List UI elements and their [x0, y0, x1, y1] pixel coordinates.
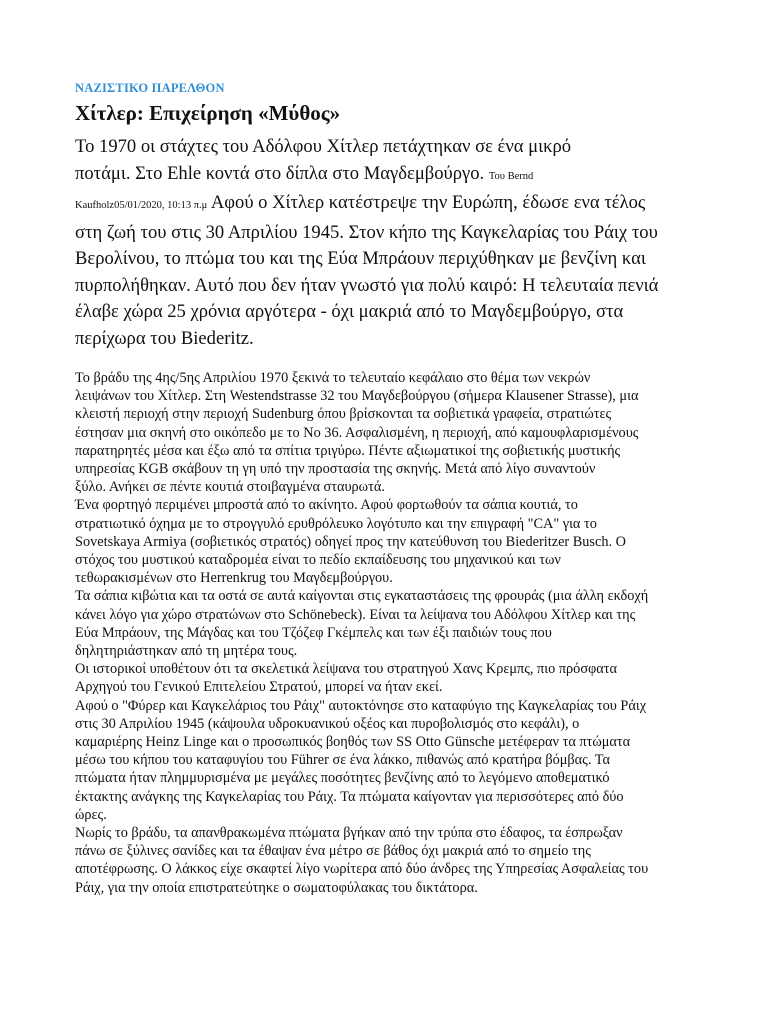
lead-line: Το 1970 οι στάχτες του Αδόλφου Χίτλερ πετάχτηκαν σε ένα μικρό [75, 136, 572, 157]
body-line: έστησαν μια σκηνή στο οικόπεδο με το Νο 36. Ασφαλισμένη, η περιοχή, από καμουφλαρισμένους [75, 424, 639, 441]
body-line: έκτακτης ανάγκης της Καγκελαρίας του Ράιχ. Τα πτώματα καίγονταν για περισσότερες από δύο [75, 788, 624, 805]
body-line: Αρχηγού του Γενικού Επιτελείου Στρατού, μπορεί να ήταν εκεί. [75, 679, 443, 696]
body-line: υπηρεσίας KGB σκάβουν τη γη υπό την προστασία της σκηνής. Μετά από λίγο συναντούν [75, 461, 596, 478]
lead-line: Βερολίνου, το πτώμα του και της Εύα Μπράουν περιχύθηκαν με βενζίνη και [75, 248, 646, 269]
body-line: Οι ιστορικοί υποθέτουν ότι τα σκελετικά λείψανα του στρατηγού Χανς Κρεμπς, πιο πρόσφατα [75, 661, 618, 678]
body-line: στις 30 Απριλίου 1945 (κάψουλα υδροκυανικού οξέος και πυροβολισμός στο κεφάλι), ο [75, 715, 580, 732]
body-line: καμαριέρης Heinz Linge και ο προσωπικός βοηθός των SS Otto Günsche μετέφεραν τα πτώματα [75, 734, 631, 751]
category-label[interactable]: ΝΑΖΙΣΤΙΚΟ ΠΑΡΕΛΘΟΝ [75, 81, 225, 95]
article-lead [75, 134, 715, 352]
byline-date: Kaufholz05/01/2020, 10:13 π.μ [75, 200, 208, 211]
body-line: τεθωρακισμένων στο Herrenkrug του Μαγδεμβούργου. [75, 570, 393, 587]
body-line: ώρες. [75, 806, 107, 823]
body-line: πάνω σε ξύλινες σανίδες και τα έθαψαν ένα μέτρο σε βάθος όχι μακριά από το σημείο της [75, 843, 591, 860]
body-line: λειψάνων του Χίτλερ. Στη Westendstrasse 32 του Μαγδεβούργου (σήμερα Klausener Strasse), μια [75, 388, 639, 405]
body-line: στόχος του μυστικού καταδρομέα είναι το πεδίο εκπαίδευσης του μηχανικού και των [75, 552, 561, 569]
lead-line: πυρπολήθηκαν. Αυτό που δεν ήταν γνωστό για πολύ καιρό: Η τελευταία πενιά [75, 274, 659, 296]
byline-author: Του Bernd [488, 170, 534, 182]
body-line: Εύα Μπράουν, της Μάγδας και του Τζόζεφ Γκέμπελς και των έξι παιδιών τους που [75, 624, 552, 641]
body-line: Νωρίς το βράδυ, τα απανθρακωμένα πτώματα βγήκαν από την τρύπα στο έδαφος, τα έσπρωξαν [75, 825, 623, 842]
lead-line: έλαβε χώρα 25 χρόνια αργότερα - όχι μακριά από το Μαγδεμβούργο, στα [75, 301, 624, 322]
lead-line: στη ζωή του στις 30 Απριλίου 1945. Στον κήπο της Καγκελαρίας του Ράιχ του [75, 221, 658, 243]
lead-line [75, 190, 715, 220]
body-line: Ένα φορτηγό περιμένει μπροστά από το ακίνητο. Αφού φορτωθούν τα σάπια κουτιά, το [75, 497, 578, 514]
body-line: κλειστή περιοχή στην περιοχή Sudenburg όπου βρίσκονται τα σοβιετικά γραφεία, στρατιώτες [75, 406, 612, 423]
body-line: Αφού ο "Φύρερ και Καγκελάριος του Ράιχ" αυτοκτόνησε στο καταφύγιο της Καγκελαρίας του Ράιχ [75, 697, 647, 714]
body-line: δηλητηριάστηκαν από τη μητέρα τους. [75, 643, 298, 660]
body-line: Sovetskaya Armiya (σοβιετικός στρατός) οδηγεί προς την κατεύθυνση του Biederitzer Busch. Ο [75, 533, 626, 550]
body-line: Ράιχ, για την οποία επιστρατεύτηκε ο σωματοφύλακας του δικτάτορα. [75, 879, 478, 896]
body-line: παρατηρητές μέσα και έξω από τα σπίτια τριγύρω. Πέντε αξιωματικοί της σοβιετικής μυστικής [75, 442, 621, 459]
article-title: Χίτλερ: Επιχείρηση «Μύθος» [75, 101, 341, 125]
lead-line-text: ποτάμι. Στο Ehle κοντά στο δίπλα στο Μαγδεμβούργο. [75, 162, 485, 184]
body-line: ξύλο. Ανήκει σε πέντε κουτιά στοιβαγμένα σταυρωτά. [75, 479, 385, 496]
lead-line: περίχωρα του Biederitz. [75, 327, 254, 349]
body-line: στρατιωτικό όχημα με το στρογγυλό ερυθρόλευκο λογότυπο και την επιγραφή "CA" για το [75, 515, 597, 532]
body-line: Τα σάπια κιβώτια και τα οστά σε αυτά καίγονται στις εγκαταστάσεις της φρουράς (μια άλλη εκδοχή [75, 588, 649, 605]
body-line: μέσω του κήπου του καταφυγίου του Führer σε ένα λάκκο, πιθανώς από κρατήρα βόμβας. Τα [75, 752, 610, 769]
lead-line-text: Αφού ο Χίτλερ κατέστρεψε την Ευρώπη, έδωσε ενα τέλος [210, 192, 646, 213]
article-body [75, 369, 715, 897]
lead-line [75, 161, 715, 191]
body-line: πτώματα ήταν πλημμυρισμένα με μεγάλες ποσότητες βενζίνης από το λεγόμενο αποθεματικό [75, 770, 610, 787]
body-line: αποτέφρωσης. Ο λάκκος είχε σκαφτεί λίγο νωρίτερα από δύο άνδρες της Υπηρεσίας Ασφαλείας του [75, 861, 649, 878]
body-line: Το βράδυ της 4ης/5ης Απριλίου 1970 ξεκινά το τελευταίο κεφάλαιο στο θέμα των νεκρών [75, 370, 591, 386]
body-line: κάνει λόγο για χώρο στρατώνων στο Schönebeck). Είναι τα λείψανα του Αδόλφου Χίτλερ και της [75, 606, 636, 623]
